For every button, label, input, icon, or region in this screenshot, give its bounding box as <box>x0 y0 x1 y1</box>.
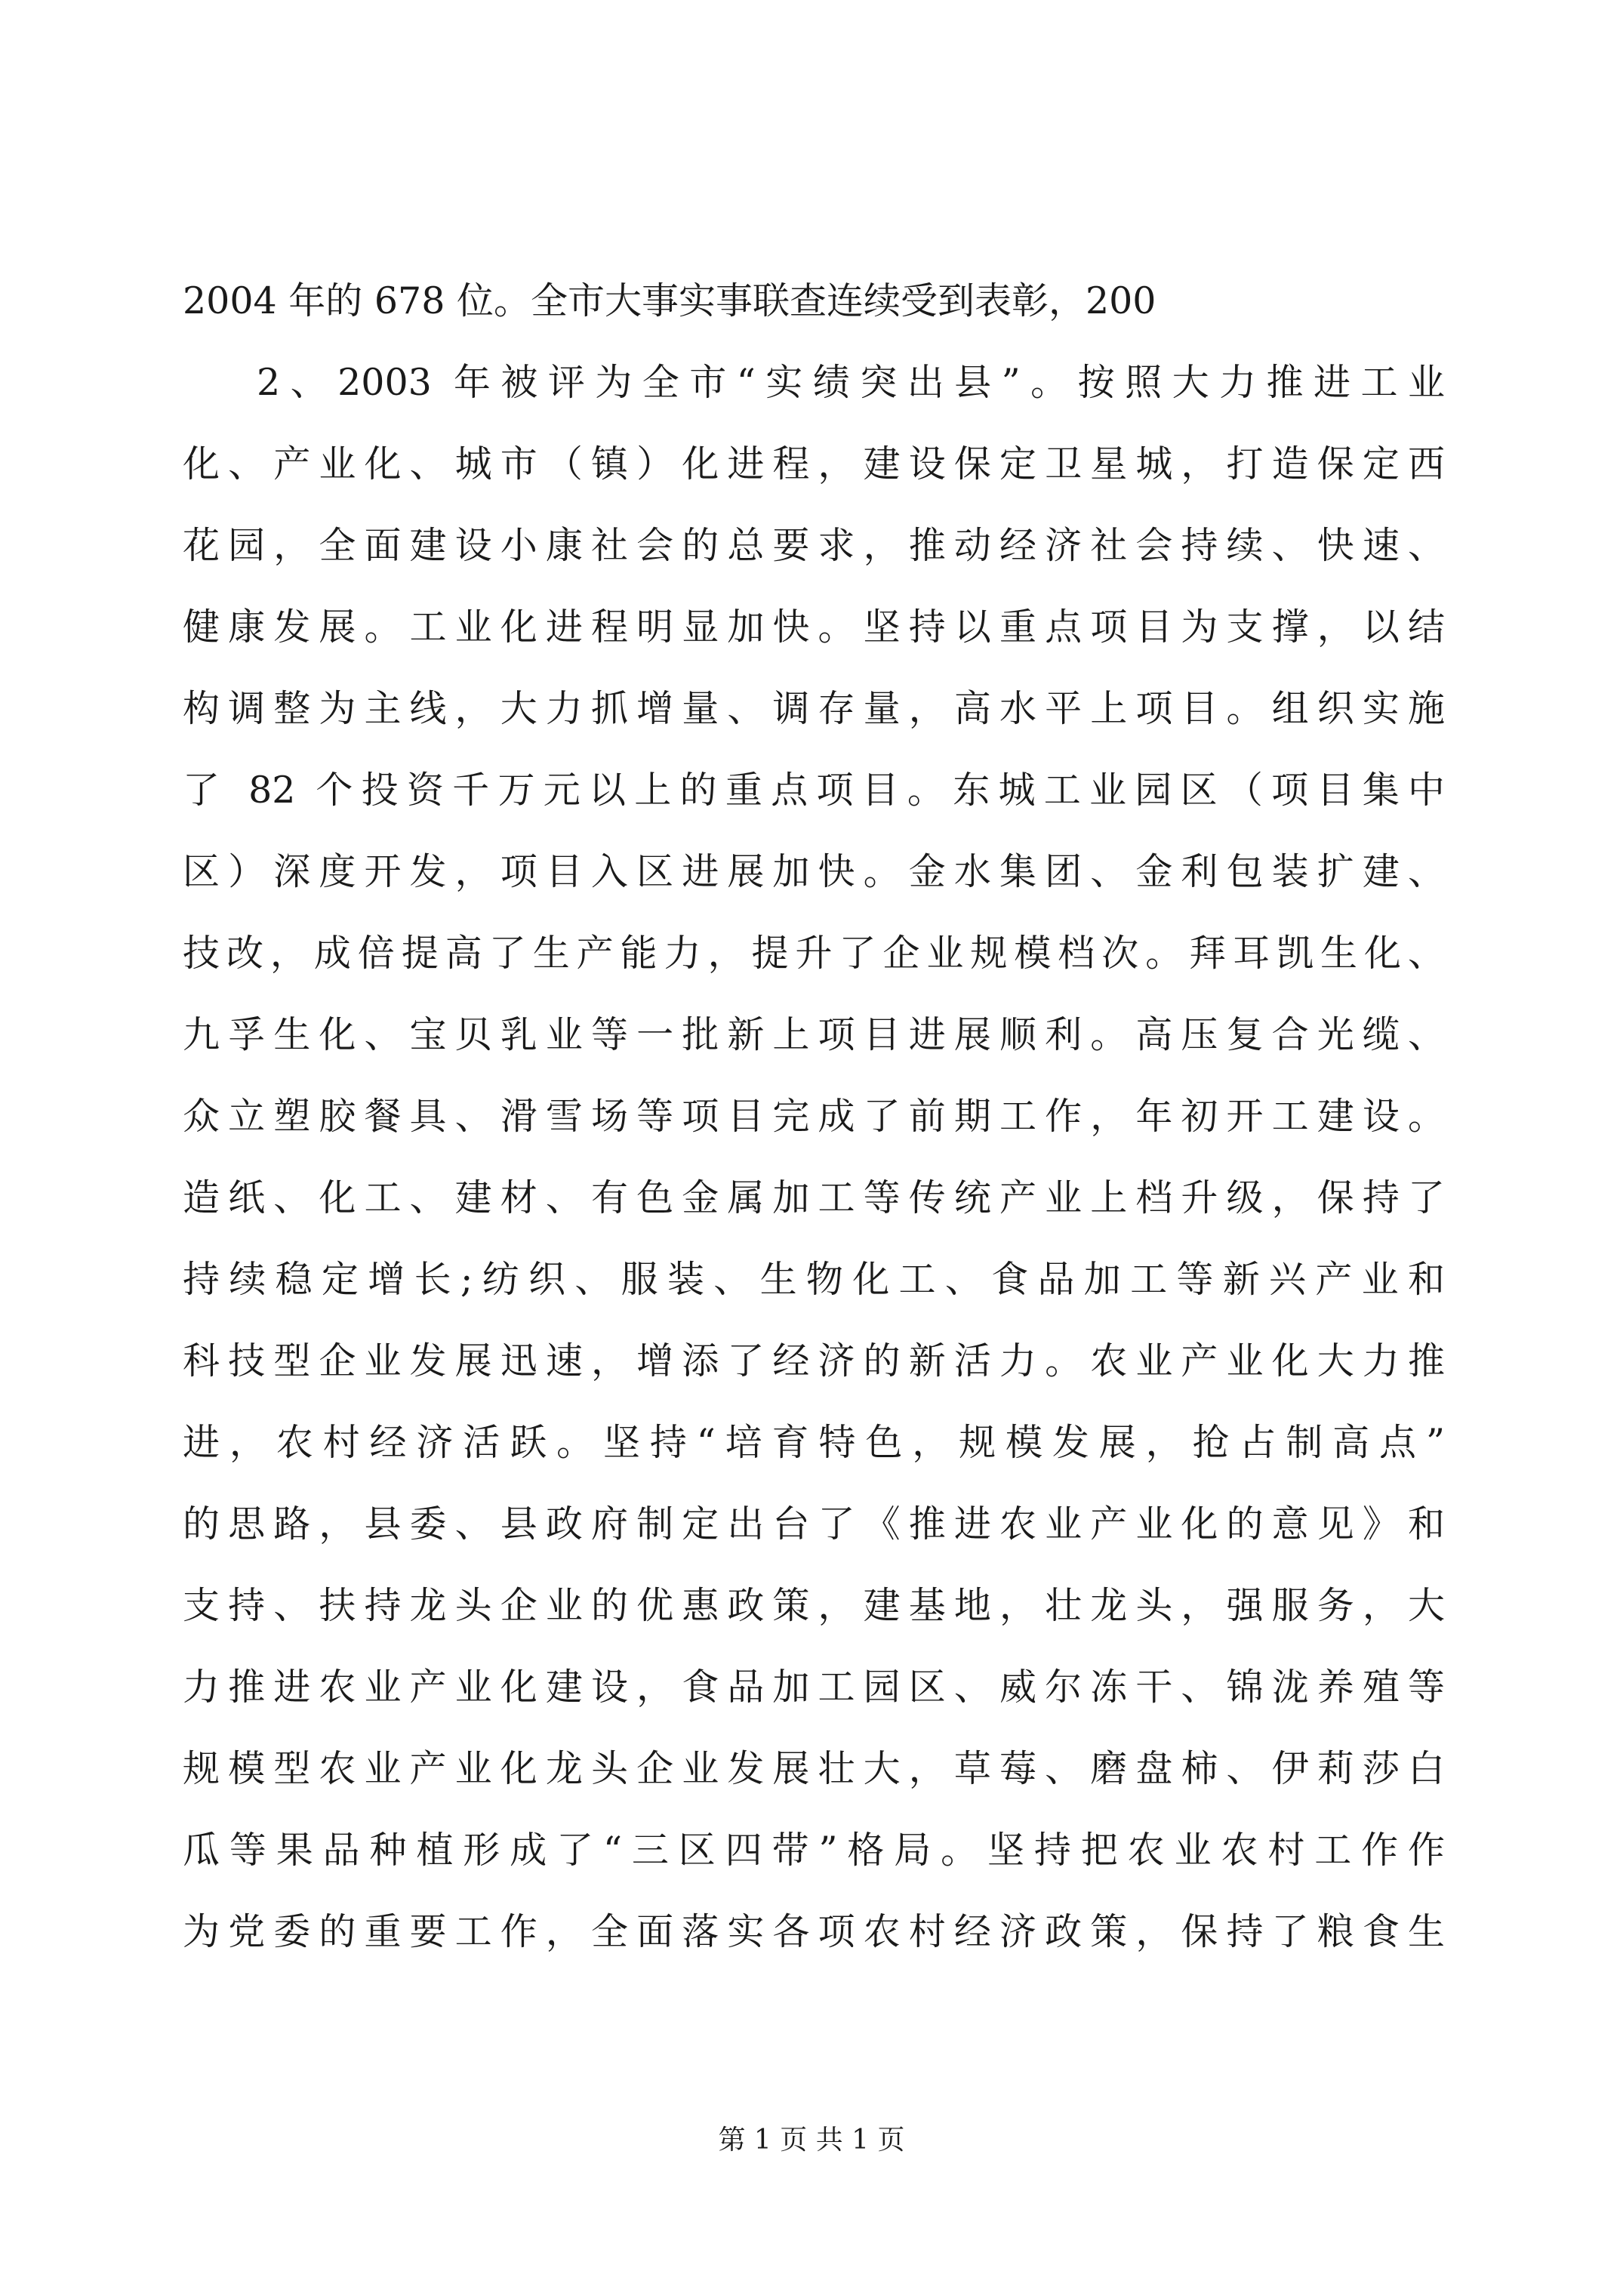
text-line-17: 支持、扶持龙头企业的优惠政策，建基地，壮龙头，强服务，大 <box>183 1584 1445 1627</box>
text-line-8: 区）深度开发，项目入区进展加快。金水集团、金利包装扩建、 <box>183 850 1445 893</box>
page-footer: 第 1 页 共 1 页 <box>718 2125 905 2156</box>
text-line-4: 花园，全面建设小康社会的总要求，推动经济社会持续、快速、 <box>183 524 1445 567</box>
text-line-3: 化、产业化、城市（镇）化进程，建设保定卫星城，打造保定西 <box>183 442 1445 485</box>
text-line-13: 持续稳定增长;纺织、服装、生物化工、食品加工等新兴产业和 <box>183 1258 1445 1301</box>
text-line-6: 构调整为主线，大力抓增量、调存量，高水平上项目。组织实施 <box>183 687 1445 730</box>
text-line-1: 2004 年的 678 位。全市大事实事联查连续受到表彰，200 <box>183 279 1156 322</box>
text-line-20: 瓜等果品种植形成了“三区四带”格局。坚持把农业农村工作作 <box>183 1829 1445 1872</box>
text-line-21: 为党委的重要工作，全面落实各项农村经济政策，保持了粮食生 <box>183 1910 1445 1953</box>
text-line-14: 科技型企业发展迅速，增添了经济的新活力。农业产业化大力推 <box>183 1339 1445 1382</box>
text-line-16: 的思路，县委、县政府制定出台了《推进农业产业化的意见》和 <box>183 1502 1445 1546</box>
text-line-18: 力推进农业产业化建设，食品加工园区、威尔冻干、锦泷养殖等 <box>183 1666 1445 1709</box>
text-line-2: 2、2003 年被评为全市“实绩突出县”。按照大力推进工业 <box>257 361 1445 404</box>
text-line-9: 技改，成倍提高了生产能力，提升了企业规模档次。拜耳凯生化、 <box>183 932 1445 975</box>
text-line-11: 众立塑胶餐具、滑雪场等项目完成了前期工作，年初开工建设。 <box>183 1095 1445 1138</box>
text-line-15: 进，农村经济活跃。坚持“培育特色，规模发展，抢占制高点” <box>183 1421 1445 1464</box>
text-line-10: 九孚生化、宝贝乳业等一批新上项目进展顺利。高压复合光缆、 <box>183 1013 1445 1056</box>
body-text <box>183 260 1445 1973</box>
text-line-5: 健康发展。工业化进程明显加快。坚持以重点项目为支撑，以结 <box>183 606 1445 649</box>
text-line-7: 了 82 个投资千万元以上的重点项目。东城工业园区（项目集中 <box>183 769 1445 812</box>
text-line-12: 造纸、化工、建材、有色金属加工等传统产业上档升级，保持了 <box>183 1176 1445 1219</box>
text-line-19: 规模型农业产业化龙头企业发展壮大，草莓、磨盘柿、伊莉莎白 <box>183 1747 1445 1790</box>
